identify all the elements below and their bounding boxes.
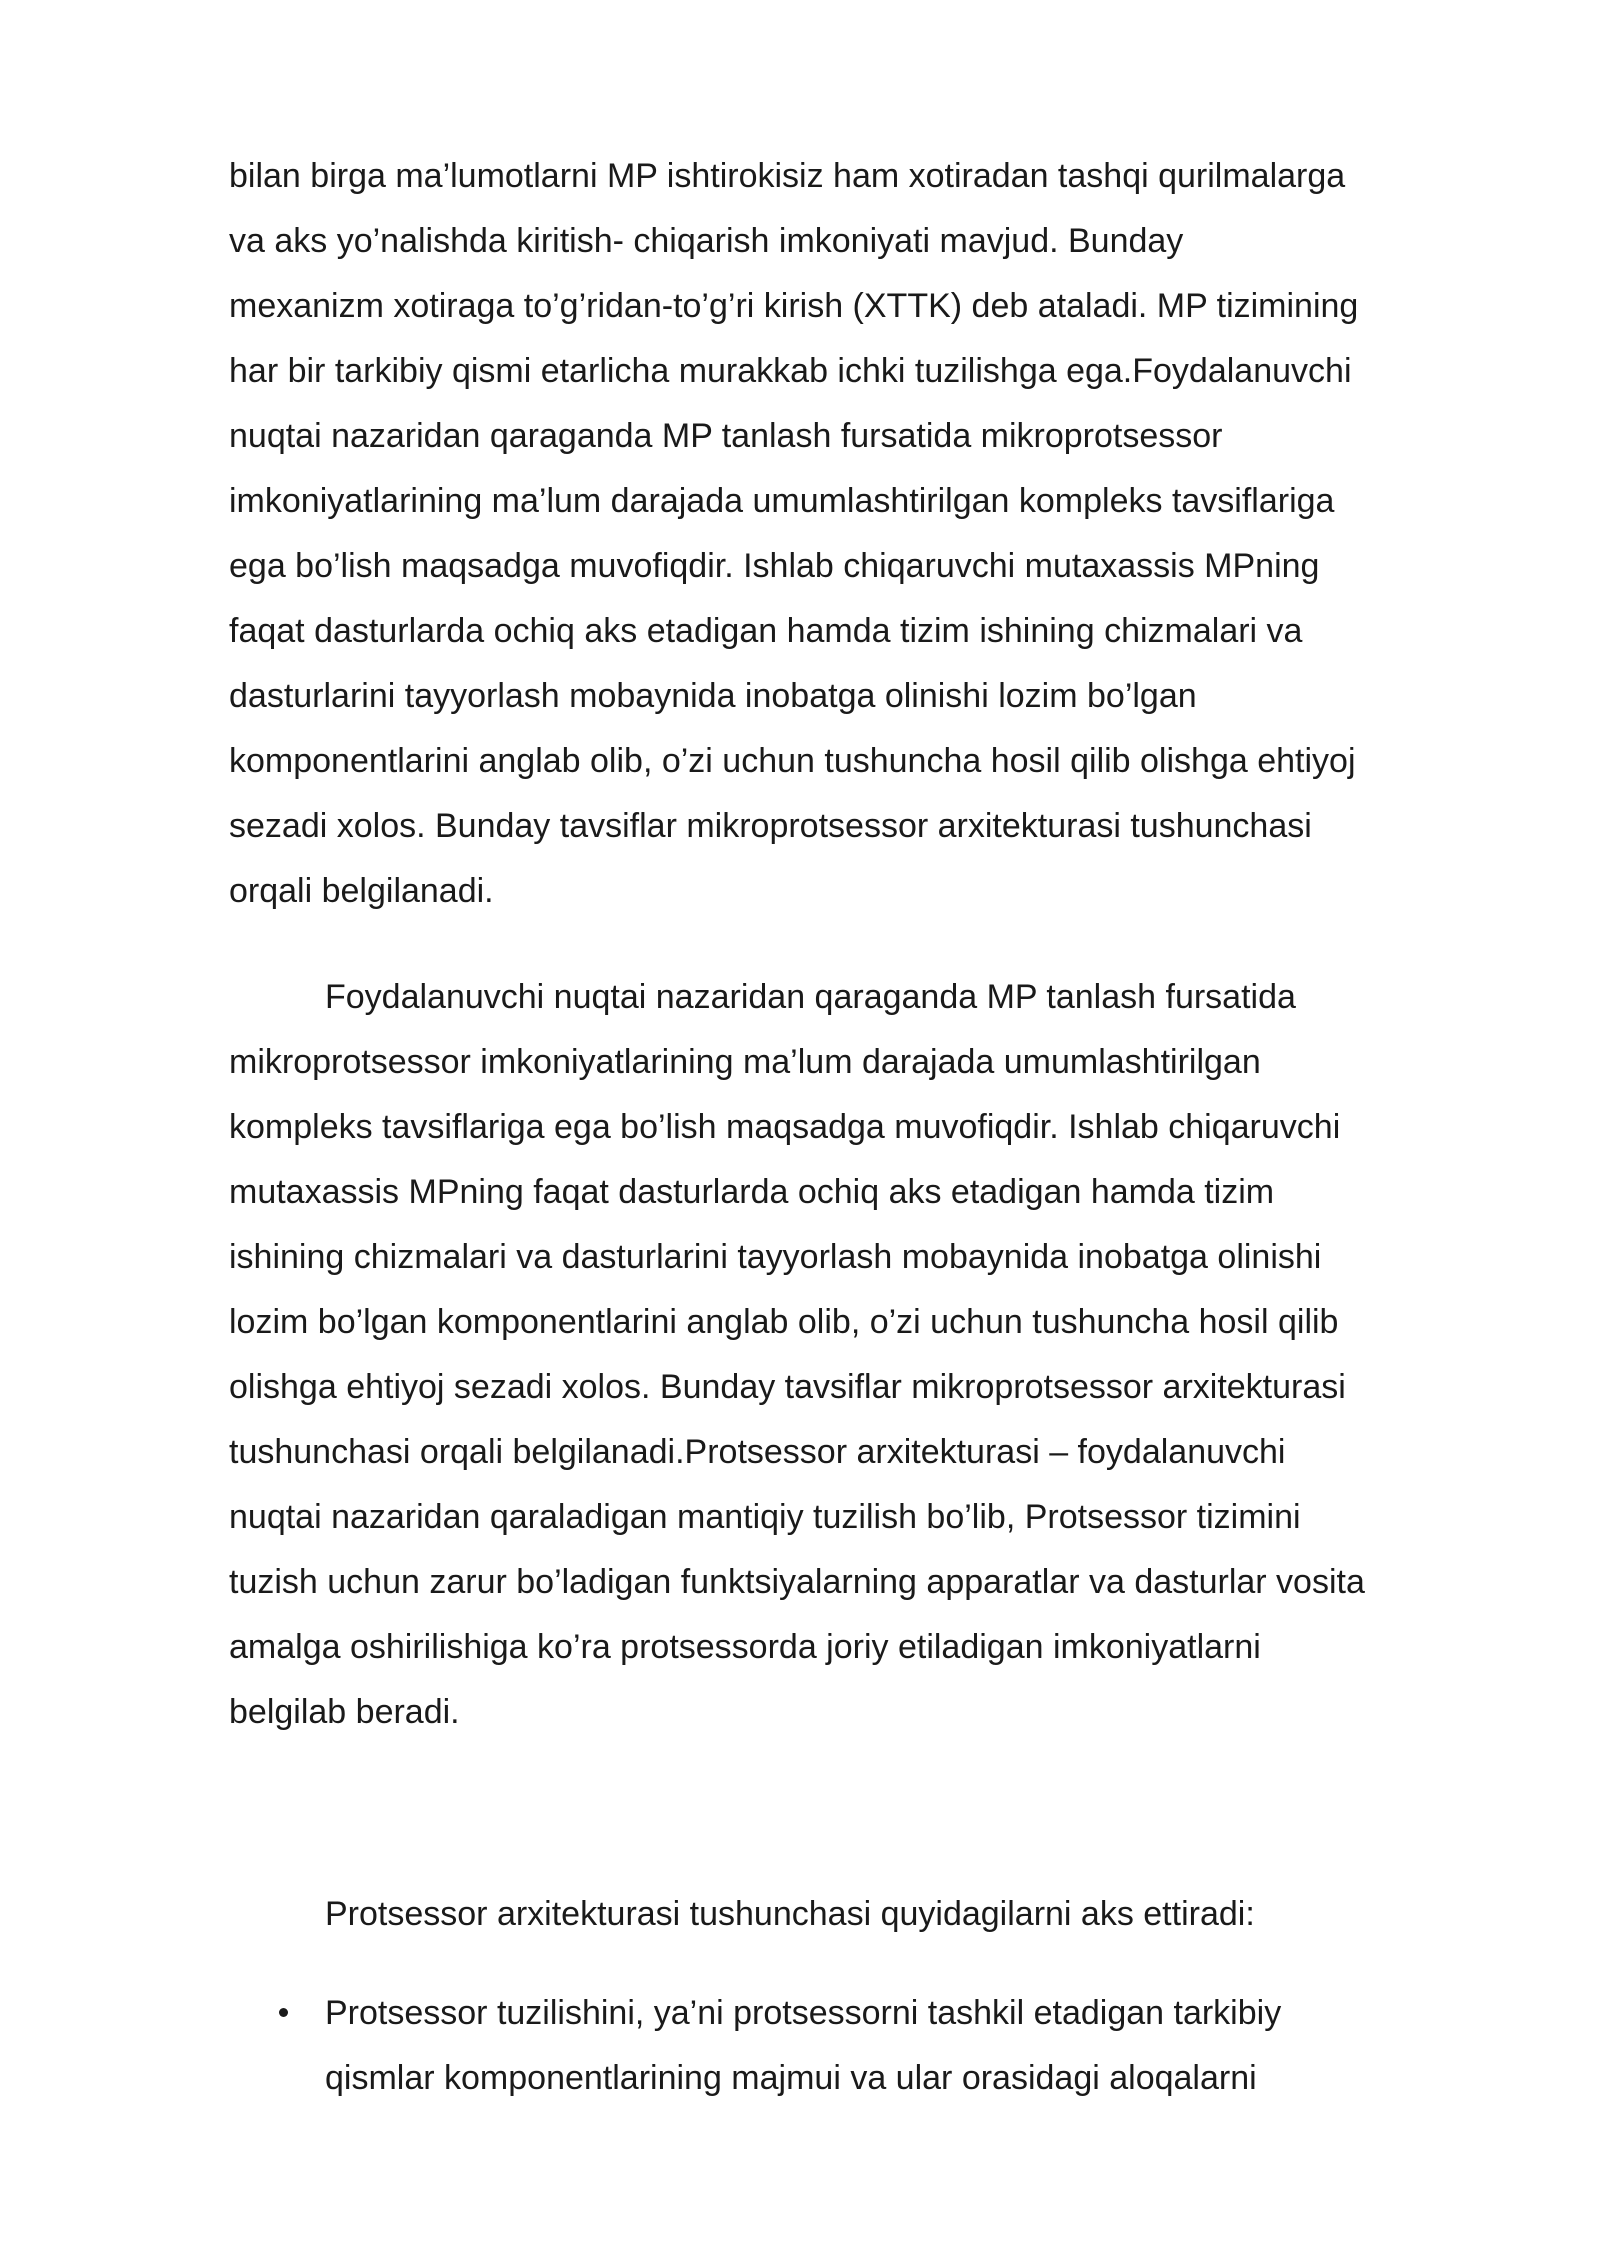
paragraph-2-line: belgilab beradi. — [229, 1693, 460, 1731]
paragraph-1-line: imkoniyatlarining ma’lum darajada umumlashtirilgan kompleks tavsiflariga — [229, 482, 1335, 520]
paragraph-1-line: orqali belgilanadi. — [229, 872, 494, 910]
paragraph-2-line: tuzish uchun zarur bo’ladigan funktsiyalarning apparatlar va dasturlar vosita — [229, 1563, 1365, 1601]
paragraph-2-line: lozim bo’lgan komponentlarini anglab olib, o’zi uchun tushuncha hosil qilib — [229, 1303, 1339, 1341]
paragraph-2-line: mutaxassis MPning faqat dasturlarda ochiq aks etadigan hamda tizim — [229, 1173, 1275, 1211]
paragraph-2-line: mikroprotsessor imkoniyatlarining ma’lum darajada umumlashtirilgan — [229, 1043, 1261, 1081]
paragraph-3-line: Protsessor arxitekturasi tushunchasi quyidagilarni aks ettiradi: — [325, 1895, 1255, 1933]
paragraph-2-line: Foydalanuvchi nuqtai nazaridan qaraganda MP tanlash fursatida — [325, 978, 1296, 1016]
bullet-item — [229, 1981, 1494, 2111]
paragraph-2-line: kompleks tavsiflariga ega bo’lish maqsadga muvofiqdir. Ishlab chiqaruvchi — [229, 1108, 1341, 1146]
paragraph-1 — [229, 144, 1494, 924]
paragraph-1-line: sezadi xolos. Bunday tavsiflar mikroprotsessor arxitekturasi tushunchasi — [229, 807, 1312, 845]
paragraph-1-line: nuqtai nazaridan qaraganda MP tanlash fursatida mikroprotsessor — [229, 417, 1223, 455]
paragraph-2 — [229, 965, 1494, 1745]
paragraph-1-line: faqat dasturlarda ochiq aks etadigan hamda tizim ishining chizmalari va — [229, 612, 1303, 650]
paragraph-1-line: dasturlarini tayyorlash mobaynida inobatga olinishi lozim bo’lgan — [229, 677, 1197, 715]
paragraph-1-line: har bir tarkibiy qismi etarlicha murakkab ichki tuzilishga ega.Foydalanuvchi — [229, 352, 1352, 390]
bullet-item-line: qismlar komponentlarining majmui va ular orasidagi aloqalarni — [325, 2059, 1257, 2097]
paragraph-1-line: mexanizm xotiraga to’g’ridan-to’g’ri kirish (XTTK) deb ataladi. MP tizimining — [229, 287, 1359, 325]
paragraph-2-line: amalga oshirilishiga ko’ra protsessorda joriy etiladigan imkoniyatlarni — [229, 1628, 1261, 1666]
paragraph-2-line: tushunchasi orqali belgilanadi.Protsessor arxitekturasi – foydalanuvchi — [229, 1433, 1286, 1471]
bullet-dot-icon — [279, 2008, 288, 2017]
bullet-list — [229, 1981, 1494, 2111]
paragraph-2-line: nuqtai nazaridan qaraladigan mantiqiy tuzilish bo’lib, Protsessor tizimini — [229, 1498, 1301, 1536]
paragraph-2-line: olishga ehtiyoj sezadi xolos. Bunday tavsiflar mikroprotsessor arxitekturasi — [229, 1368, 1346, 1406]
bullet-item-line: Protsessor tuzilishini, ya’ni protsessorni tashkil etadigan tarkibiy — [325, 1994, 1282, 2032]
paragraph-1-line: komponentlarini anglab olib, o’zi uchun tushuncha hosil qilib olishga ehtiyoj — [229, 742, 1356, 780]
paragraph-1-line: va aks yo’nalishda kiritish- chiqarish imkoniyati mavjud. Bunday — [229, 222, 1184, 260]
paragraph-1-line: bilan birga ma’lumotlarni MP ishtirokisiz ham xotiradan tashqi qurilmalarga — [229, 157, 1346, 195]
paragraph-1-line: ega bo’lish maqsadga muvofiqdir. Ishlab chiqaruvchi mutaxassis MPning — [229, 547, 1320, 585]
paragraph-3 — [325, 1882, 1590, 1947]
paragraph-2-line: ishining chizmalari va dasturlarini tayyorlash mobaynida inobatga olinishi — [229, 1238, 1322, 1276]
